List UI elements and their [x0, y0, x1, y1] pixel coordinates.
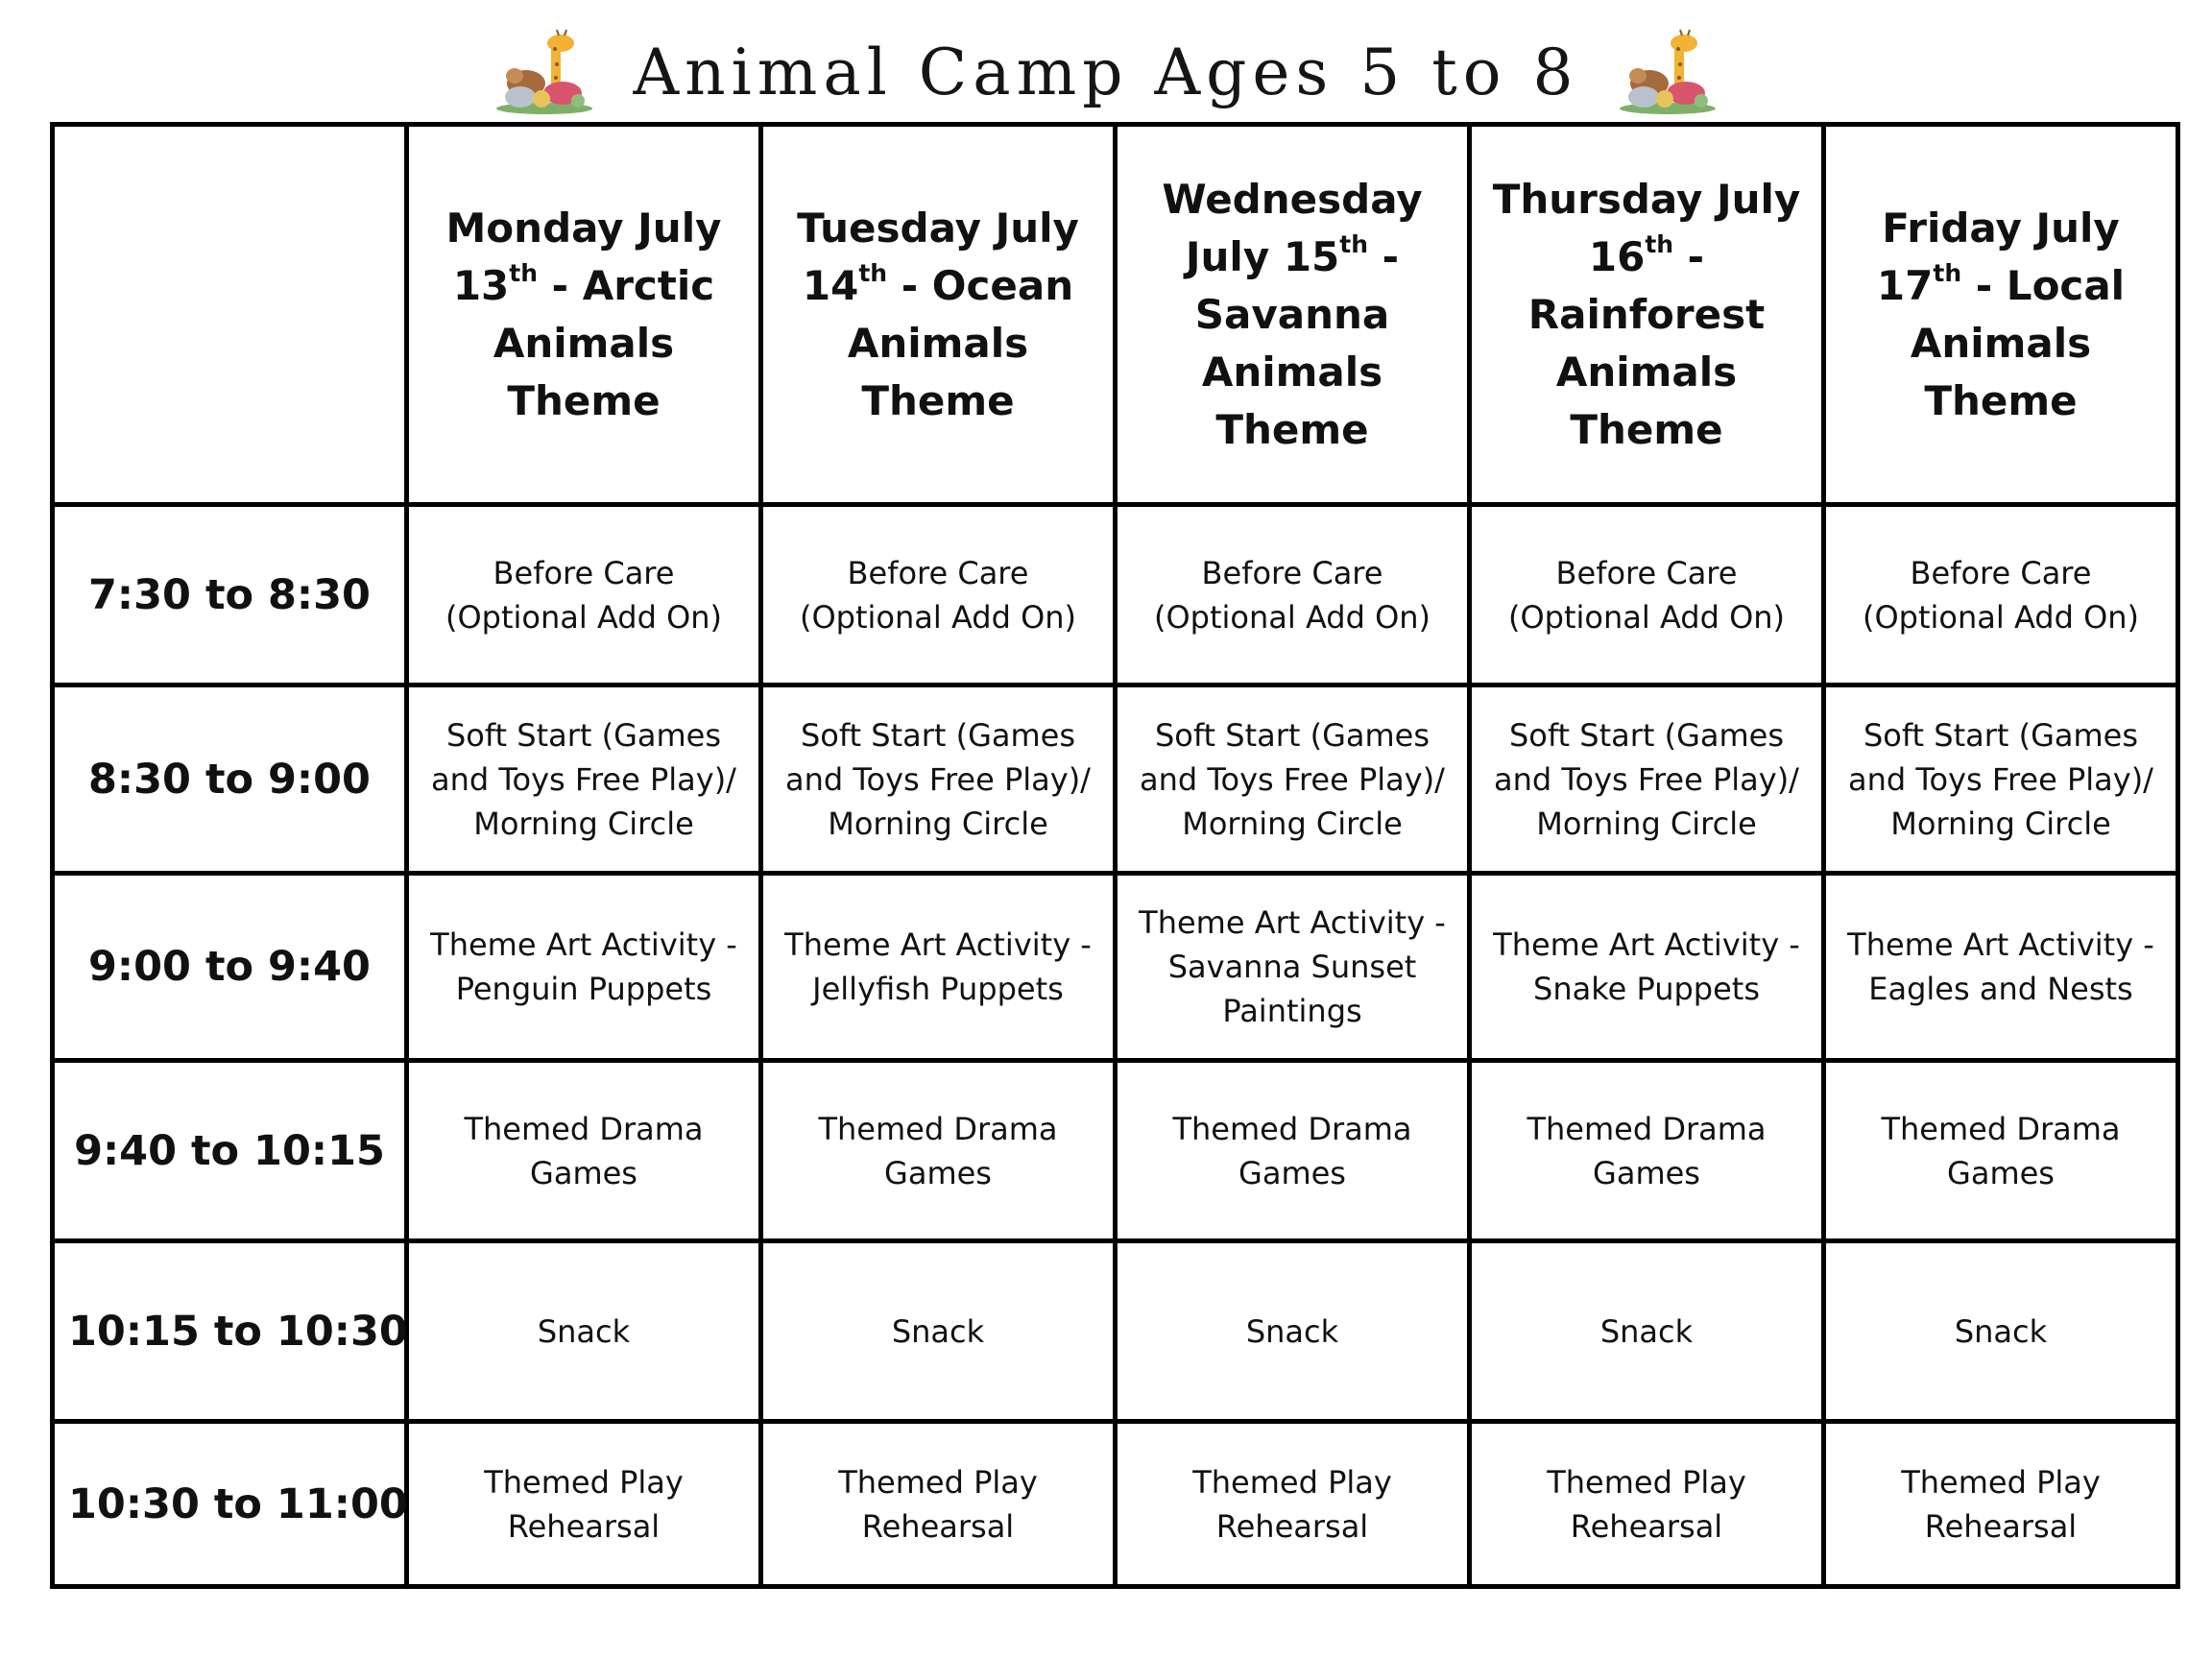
- schedule-row: [53, 1422, 2178, 1587]
- day-header-theme: - Local Animals Theme: [1910, 261, 2126, 424]
- activity-cell: Before Care (Optional Add On): [407, 505, 761, 685]
- activity-cell: Themed Play Rehearsal: [407, 1422, 761, 1587]
- time-slot: 7:30 to 8:30: [53, 505, 407, 685]
- activity-cell: Snack: [761, 1241, 1116, 1422]
- activity-cell: Snack: [1470, 1241, 1824, 1422]
- schedule-row: [53, 505, 2178, 685]
- time-slot: 8:30 to 9:00: [53, 685, 407, 874]
- header-row: [53, 125, 2178, 505]
- day-header: [407, 125, 761, 505]
- activity-cell: Soft Start (Games and Toys Free Play)/ Morning Circle: [1116, 685, 1470, 874]
- activity-cell: Themed Play Rehearsal: [1470, 1422, 1824, 1587]
- day-header-text: Tuesday July 14: [797, 204, 1079, 309]
- activity-cell: Snack: [1116, 1241, 1470, 1422]
- activity-cell: Themed Play Rehearsal: [1116, 1422, 1470, 1587]
- activity-cell: Soft Start (Games and Toys Free Play)/ Morning Circle: [761, 685, 1116, 874]
- activity-cell: Themed Drama Games: [761, 1061, 1116, 1241]
- time-slot: 9:00 to 9:40: [53, 874, 407, 1061]
- activity-cell: Theme Art Activity - Jellyfish Puppets: [761, 874, 1116, 1061]
- corner-cell: [53, 125, 407, 505]
- time-slot: 9:40 to 10:15: [53, 1061, 407, 1241]
- day-ordinal-suffix: th: [1645, 229, 1674, 258]
- schedule-row: [53, 1061, 2178, 1241]
- day-header-text: Monday July 13: [445, 204, 722, 309]
- activity-cell: Theme Art Activity - Penguin Puppets: [407, 874, 761, 1061]
- day-header-text: Wednesday July 15: [1162, 175, 1423, 280]
- schedule-row: [53, 874, 2178, 1061]
- activity-cell: Snack: [407, 1241, 761, 1422]
- activity-cell: Before Care (Optional Add On): [761, 505, 1116, 685]
- activity-cell: Themed Drama Games: [407, 1061, 761, 1241]
- activity-cell: Theme Art Activity - Eagles and Nests: [1824, 874, 2178, 1061]
- day-header-theme: - Arctic Animals Theme: [493, 261, 715, 424]
- activity-cell: Soft Start (Games and Toys Free Play)/ Morning Circle: [1824, 685, 2178, 874]
- activity-cell: Themed Drama Games: [1470, 1061, 1824, 1241]
- activity-cell: Soft Start (Games and Toys Free Play)/ Morning Circle: [1470, 685, 1824, 874]
- day-header-text: Thursday July 16: [1492, 175, 1801, 280]
- activity-cell: Soft Start (Games and Toys Free Play)/ Morning Circle: [407, 685, 761, 874]
- day-header-theme: - Ocean Animals Theme: [847, 261, 1074, 424]
- schedule-row: [53, 685, 2178, 874]
- activity-cell: Before Care (Optional Add On): [1824, 505, 2178, 685]
- activity-cell: Theme Art Activity - Savanna Sunset Paintings: [1116, 874, 1470, 1061]
- day-header: [1116, 125, 1470, 505]
- activity-cell: Before Care (Optional Add On): [1470, 505, 1824, 685]
- day-ordinal-suffix: th: [1339, 229, 1369, 258]
- activity-cell: Themed Play Rehearsal: [1824, 1422, 2178, 1587]
- activity-cell: Themed Drama Games: [1824, 1061, 2178, 1241]
- time-slot: 10:30 to 11:00: [53, 1422, 407, 1587]
- day-ordinal-suffix: th: [858, 258, 888, 287]
- day-header: [1470, 125, 1824, 505]
- animals-giraffe-clipart-icon: [493, 28, 595, 116]
- day-header-theme: - Rainforest Animals Theme: [1527, 232, 1766, 453]
- day-header: [761, 125, 1116, 505]
- animals-giraffe-clipart-icon: [1617, 28, 1719, 116]
- day-ordinal-suffix: th: [509, 258, 539, 287]
- day-ordinal-suffix: th: [1933, 258, 1962, 287]
- day-header: [1824, 125, 2178, 505]
- activity-cell: Themed Play Rehearsal: [761, 1422, 1116, 1587]
- activity-cell: Before Care (Optional Add On): [1116, 505, 1470, 685]
- time-slot: 10:15 to 10:30: [53, 1241, 407, 1422]
- day-header-text: Friday July 17: [1876, 204, 2120, 309]
- title-bar: [0, 19, 2212, 125]
- schedule-row: [53, 1241, 2178, 1422]
- activity-cell: Themed Drama Games: [1116, 1061, 1470, 1241]
- activity-cell: Snack: [1824, 1241, 2178, 1422]
- day-header-theme: - Savanna Animals Theme: [1194, 232, 1400, 453]
- page-title: Animal Camp Ages 5 to 8: [633, 35, 1579, 109]
- activity-cell: Theme Art Activity - Snake Puppets: [1470, 874, 1824, 1061]
- schedule-table: [50, 122, 2180, 1589]
